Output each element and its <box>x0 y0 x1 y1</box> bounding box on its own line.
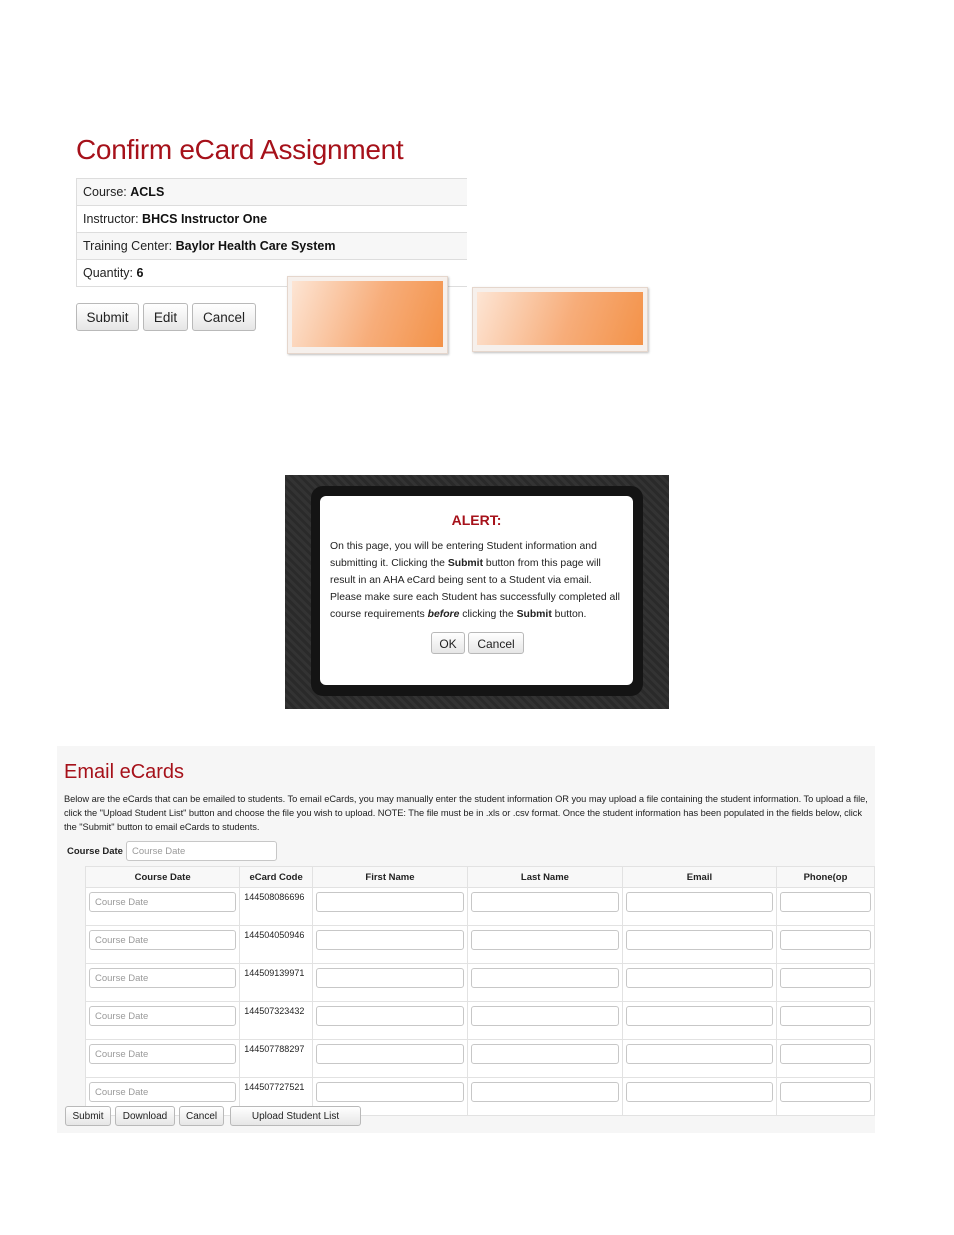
email-instructions: Below are the eCards that can be emailed to students. To email eCards, you may manually enter the student information OR you may upload a file containing the student information. To upload a file, click the "Upload Student List" button and choose the file you wish to upload. NOTE: The file must be in .xls or .csv format. Once the student information has been populated in the fields below, click the "Submit" button to email eCards to students. <box>64 794 868 832</box>
row-course-date-input[interactable] <box>89 892 236 912</box>
row-course-date-input[interactable] <box>89 1044 236 1064</box>
confirm-edit-button[interactable]: Edit <box>143 303 188 331</box>
email-input[interactable] <box>626 930 773 950</box>
last-name-input[interactable] <box>471 1082 619 1102</box>
last-name-input[interactable] <box>471 968 619 988</box>
col-ecard-code: eCard Code <box>240 867 313 888</box>
instructor-value: BHCS Instructor One <box>142 212 268 226</box>
instructor-label: Instructor: <box>83 212 143 226</box>
row-course-date-input[interactable] <box>89 930 236 950</box>
ecard-code: 144504050946 <box>240 926 313 964</box>
col-email: Email <box>622 867 776 888</box>
email-submit-button[interactable]: Submit <box>65 1106 111 1126</box>
table-row <box>86 1002 875 1040</box>
col-last-name: Last Name <box>467 867 622 888</box>
email-input[interactable] <box>626 1006 773 1026</box>
highlight-box-right <box>472 287 648 352</box>
col-course-date: Course Date <box>86 867 240 888</box>
phone-input[interactable] <box>780 1044 871 1064</box>
ecard-code: 144508086696 <box>240 888 313 926</box>
col-first-name: First Name <box>312 867 467 888</box>
course-row <box>77 179 468 206</box>
ecard-code: 144507727521 <box>240 1078 313 1116</box>
last-name-input[interactable] <box>471 930 619 950</box>
training-center-row <box>77 233 468 260</box>
last-name-input[interactable] <box>471 892 619 912</box>
alert-dialog <box>320 496 633 685</box>
ecard-table-header <box>86 867 875 888</box>
email-cancel-button[interactable]: Cancel <box>179 1106 224 1126</box>
first-name-input[interactable] <box>316 1044 464 1064</box>
table-row <box>86 926 875 964</box>
last-name-input[interactable] <box>471 1006 619 1026</box>
ecard-code: 144507323432 <box>240 1002 313 1040</box>
first-name-input[interactable] <box>316 1006 464 1026</box>
first-name-input[interactable] <box>316 930 464 950</box>
phone-input[interactable] <box>780 1082 871 1102</box>
col-phone: Phone(op <box>777 867 875 888</box>
alert-overlay <box>285 475 669 709</box>
alert-ok-button[interactable]: OK <box>431 632 465 654</box>
ecard-code: 144509139971 <box>240 964 313 1002</box>
alert-title: ALERT: <box>451 512 502 528</box>
email-input[interactable] <box>626 892 773 912</box>
training-center-label: Training Center: <box>83 239 176 253</box>
upload-student-list-button[interactable]: Upload Student List <box>230 1106 361 1126</box>
instructor-row <box>77 206 468 233</box>
email-input[interactable] <box>626 1082 773 1102</box>
last-name-input[interactable] <box>471 1044 619 1064</box>
phone-input[interactable] <box>780 968 871 988</box>
email-input[interactable] <box>626 968 773 988</box>
training-center-value: Baylor Health Care System <box>175 239 336 253</box>
first-name-input[interactable] <box>316 892 464 912</box>
confirm-submit-button[interactable]: Submit <box>76 303 139 331</box>
table-row <box>86 964 875 1002</box>
alert-cancel-button[interactable]: Cancel <box>468 632 524 654</box>
download-button[interactable]: Download <box>115 1106 175 1126</box>
ecard-table <box>85 866 875 1116</box>
phone-input[interactable] <box>780 930 871 950</box>
email-input[interactable] <box>626 1044 773 1064</box>
course-value: ACLS <box>130 185 165 199</box>
table-row <box>86 1040 875 1078</box>
course-date-label: Course Date <box>67 846 123 857</box>
highlight-box-left <box>287 276 448 354</box>
table-row <box>86 888 875 926</box>
confirm-details-table <box>76 178 467 287</box>
confirm-page-title: Confirm eCard Assignment <box>76 134 404 165</box>
course-label: Course: <box>83 185 131 199</box>
confirm-cancel-button[interactable]: Cancel <box>192 303 256 331</box>
email-page-title: Email eCards <box>64 761 185 783</box>
course-date-input[interactable] <box>126 841 277 861</box>
email-ecards-panel <box>57 746 875 1133</box>
first-name-input[interactable] <box>316 968 464 988</box>
quantity-value: 6 <box>136 266 144 280</box>
alert-message: On this page, you will be entering Student information and submitting it. Clicking the Submit button from this page will result in an AHA eCard being sent to a Student via email. Please make sure each Student has successfully completed all course requirements before clicking the Submit button. <box>330 541 620 620</box>
phone-input[interactable] <box>780 1006 871 1026</box>
ecard-code: 144507788297 <box>240 1040 313 1078</box>
row-course-date-input[interactable] <box>89 1082 236 1102</box>
quantity-label: Quantity: <box>83 266 137 280</box>
row-course-date-input[interactable] <box>89 968 236 988</box>
first-name-input[interactable] <box>316 1082 464 1102</box>
row-course-date-input[interactable] <box>89 1006 236 1026</box>
phone-input[interactable] <box>780 892 871 912</box>
